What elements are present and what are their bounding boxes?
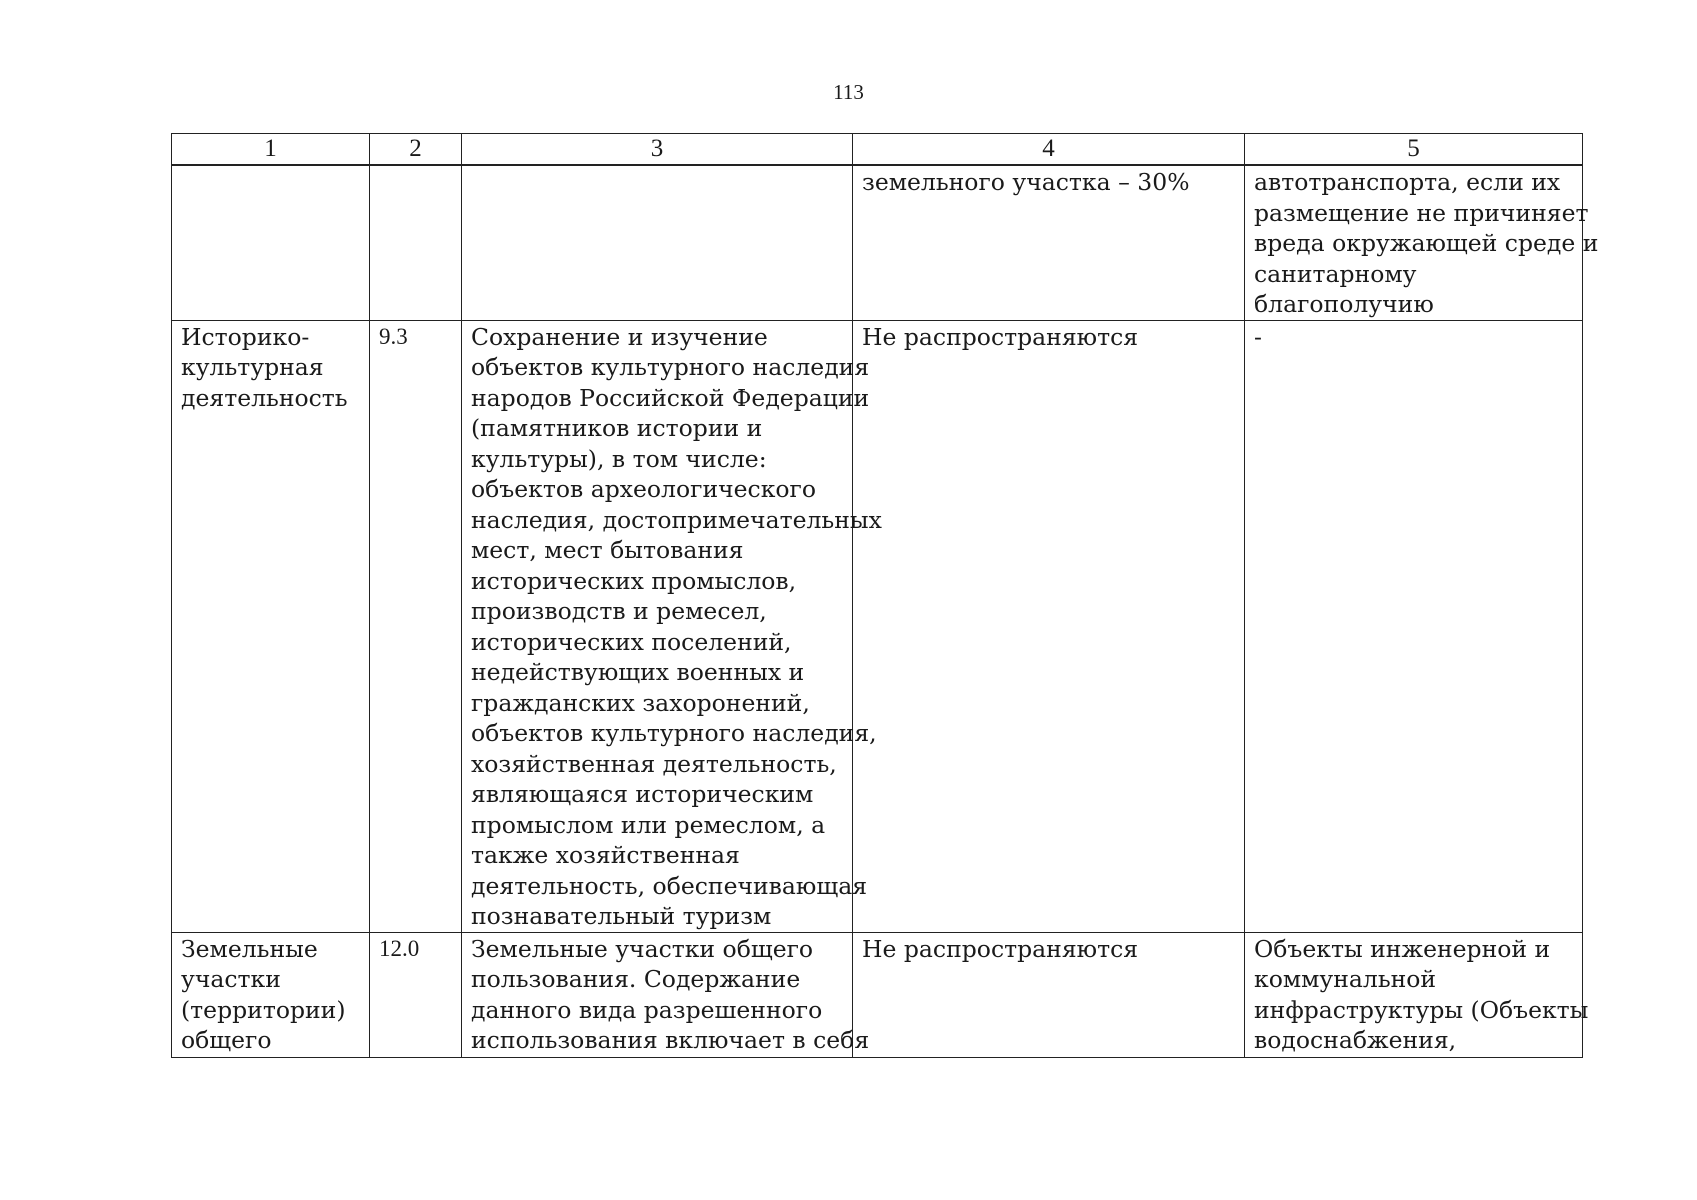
text-line: хозяйственная деятельность, — [471, 749, 837, 778]
text-line: объектов культурного наследия — [471, 353, 870, 381]
text-line: санитарному — [1254, 259, 1417, 288]
text-line: 9.3 — [379, 323, 408, 349]
text-line: промыслом или ремеслом, а — [471, 810, 826, 839]
column-header-2: 2 — [370, 134, 462, 166]
column-header-3: 3 — [462, 134, 853, 166]
text-line: культуры), в том числе: — [471, 444, 767, 473]
column-header-1: 1 — [172, 134, 370, 166]
text-line: Не распространяются — [862, 934, 1139, 963]
cell-auxiliary — [1245, 165, 1599, 320]
text-line: автотранспорта, если их — [1254, 168, 1561, 196]
column-header-5: 5 — [1245, 134, 1583, 166]
table-row — [172, 320, 1583, 932]
text-line: Историко- — [181, 322, 310, 351]
text-line: объектов археологического — [471, 475, 817, 503]
cell-auxiliary — [1245, 932, 1589, 1057]
text-line: исторических промыслов, — [471, 566, 797, 595]
text-line: водоснабжения, — [1254, 1026, 1457, 1054]
cell-code — [370, 165, 462, 320]
text-line: пользования. Содержание — [471, 965, 801, 993]
text-line: общего — [181, 1026, 272, 1054]
text-line: народов Российской Федерации — [471, 383, 870, 412]
text-line: Не распространяются — [862, 322, 1139, 351]
cell-name — [172, 320, 370, 932]
cell-code — [370, 932, 462, 1057]
cell-description — [462, 932, 870, 1057]
text-line: Земельные участки общего — [471, 934, 814, 963]
text-line: недействующих военных и — [471, 658, 805, 686]
text-line: земельного участка – 30% — [862, 168, 1190, 196]
text-line: (памятников истории и — [471, 414, 763, 442]
cell-code — [370, 320, 462, 932]
text-line: объектов культурного наследия, — [471, 719, 877, 747]
cell-name — [172, 165, 370, 320]
cell-description — [462, 320, 882, 932]
text-line: использования включает в себя — [471, 1026, 870, 1054]
text-line: культурная — [181, 353, 324, 381]
text-line: Объекты инженерной и — [1254, 934, 1551, 963]
column-header-4: 4 — [853, 134, 1245, 166]
text-line: познавательный туризм — [471, 902, 772, 930]
text-line: данного вида разрешенного — [471, 995, 823, 1024]
text-line: деятельность — [181, 383, 348, 412]
text-line: размещение не причиняет — [1254, 198, 1589, 227]
text-line: благополучию — [1254, 290, 1434, 318]
table-row — [172, 932, 1583, 1057]
text-line: производств и ремесел, — [471, 597, 767, 625]
land-use-table — [171, 133, 1599, 1058]
cell-parameters — [853, 320, 1245, 932]
text-line: Земельные — [181, 934, 318, 963]
text-line: мест, мест бытования — [471, 536, 744, 564]
text-line: наследия, достопримечательных — [471, 505, 882, 534]
table-header-row — [172, 134, 1583, 166]
text-line: коммунальной — [1254, 965, 1437, 993]
text-line: 12.0 — [379, 935, 420, 961]
text-line: Сохранение и изучение — [471, 322, 768, 351]
cell-name — [172, 932, 370, 1057]
text-line: вреда окружающей среде и — [1254, 229, 1599, 257]
page-number: 113 — [833, 80, 864, 104]
text-line: инфраструктуры (Объекты — [1254, 995, 1589, 1024]
text-line: исторических поселений, — [471, 627, 792, 656]
text-line: также хозяйственная — [471, 841, 740, 869]
text-line: участки — [181, 965, 281, 993]
text-line: являющаяся историческим — [471, 780, 814, 808]
text-line: (территории) — [181, 995, 346, 1024]
cell-description — [462, 165, 853, 320]
text-line: деятельность, обеспечивающая — [471, 871, 868, 900]
cell-parameters — [853, 932, 1245, 1057]
text-line: гражданских захоронений, — [471, 688, 810, 717]
table-row — [172, 165, 1583, 320]
cell-parameters — [853, 165, 1245, 320]
cell-auxiliary — [1245, 320, 1583, 932]
text-line: - — [1254, 322, 1262, 351]
